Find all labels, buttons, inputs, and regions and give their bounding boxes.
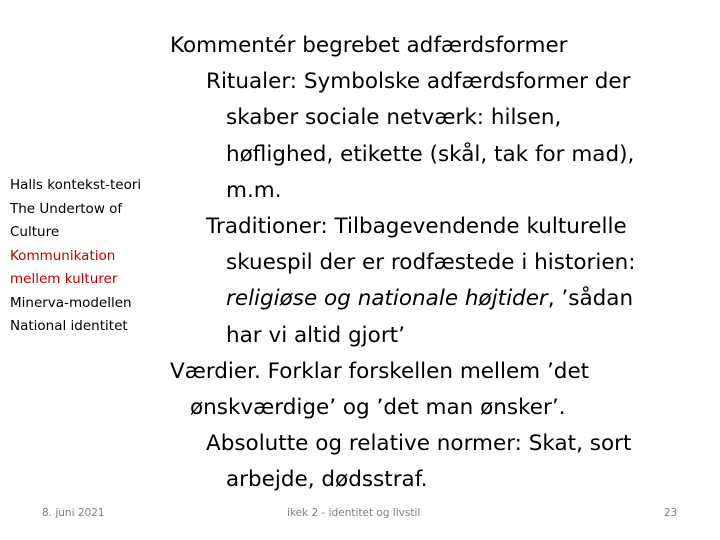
nav-item-undertow-line2[interactable]: Culture: [10, 224, 60, 240]
traditioner-line-3: [206, 281, 710, 317]
traditioner-italic-text: religiøse og nationale højtider: [226, 286, 548, 312]
ritualer-line-2: skaber sociale netværk: hilsen,: [226, 105, 562, 131]
footer-title: ikek 2 - identitet og livstil: [287, 507, 421, 519]
ritualer-line-4: m.m.: [226, 177, 282, 203]
heading-text: Kommentér begrebet adfærdsformer: [170, 33, 568, 58]
normer-line-2: arbejde, dødsstraf.: [226, 467, 428, 493]
vaerdier-paragraph: [170, 354, 710, 426]
ritualer-line-3: høflighed, etikette (skål, tak for mad),: [226, 141, 635, 167]
nav-item-halls-kontekst-teori[interactable]: Halls kontekst-teori: [10, 177, 142, 193]
nav-item-undertow-line1[interactable]: The Undertow of: [10, 200, 123, 217]
ritualer-paragraph: [206, 64, 710, 209]
heading-paragraph: [170, 28, 710, 64]
nav-item-kommunikation-line1[interactable]: Kommunikation: [10, 247, 116, 264]
footer-date: 8. juni 2021: [42, 507, 105, 519]
topic-navigation: [10, 174, 160, 339]
slide-content: [170, 28, 710, 499]
traditioner-line-3-rest: , ’sådan: [547, 286, 634, 312]
traditioner-line-1: Traditioner: Tilbagevendende kulturelle: [206, 214, 627, 240]
normer-paragraph: [206, 426, 710, 498]
vaerdier-line-1: Værdier. Forklar forskellen mellem ’det: [170, 358, 590, 384]
nav-item-national-identitet[interactable]: National identitet: [10, 318, 128, 334]
ritualer-line-1: Ritualer: Symbolske adfærdsformer der: [206, 69, 631, 95]
nav-item-minerva-modellen[interactable]: Minerva-modellen: [10, 294, 132, 311]
traditioner-paragraph: [206, 209, 710, 354]
nav-item-kommunikation-line2[interactable]: mellem kulturer: [10, 271, 118, 287]
normer-line-1: Absolutte og relative normer: Skat, sort: [206, 431, 632, 457]
footer-page-number: 23: [664, 507, 678, 519]
traditioner-line-2: skuespil der er rodfæstede i historien:: [226, 250, 636, 276]
traditioner-line-4: har vi altid gjort’: [226, 322, 405, 348]
vaerdier-line-2: ønskværdige’ og ’det man ønsker’.: [190, 395, 566, 421]
